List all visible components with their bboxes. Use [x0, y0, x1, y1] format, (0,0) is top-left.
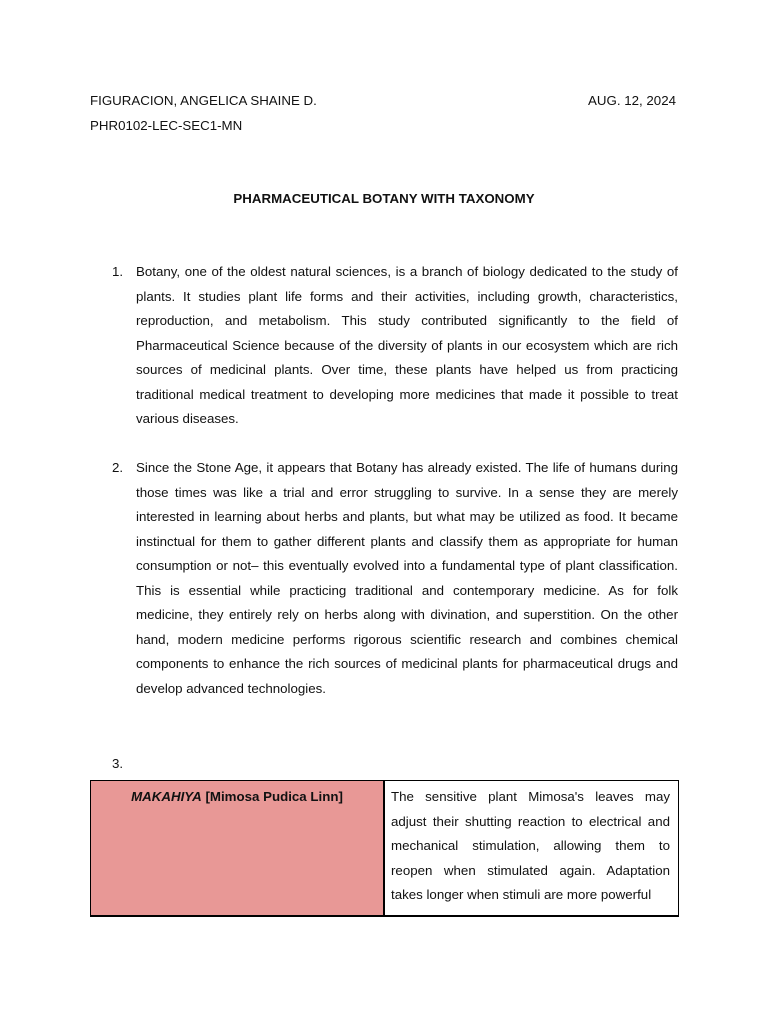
list-item [112, 456, 678, 701]
list-item-text: Botany, one of the oldest natural sciences, is a branch of biology dedicated to the study of plants. It studies plant life forms and their activities, including growth, characteristics, reproduction, and metabolism. This study contributed significantly to the field of Pharmaceutical Science because of the diversity of plants in our ecosystem which are rich sources of medicinal plants. Over time, these plants have helped us from practicing traditional medical treatment to developing more medicines that made it possible to treat various diseases. [136, 264, 678, 426]
list-item-number: 2. [112, 460, 124, 475]
document-title: PHARMACEUTICAL BOTANY WITH TAXONOMY [233, 191, 535, 206]
plant-scientific-name: [Mimosa Pudica Linn] [205, 789, 343, 804]
plant-name-label [91, 788, 383, 806]
list-item-text: Since the Stone Age, it appears that Botany has already existed. The life of humans during those times was like a trial and error struggling to survive. In a sense they are merely interested in learning about herbs and plants, but what may be utilized as food. It became instinctual for them to gather different plants and classify them as appropriate for human consumption or not– this eventually evolved into a fundamental type of plant classification. This is essential while practicing traditional and contemporary medicine. As for folk medicine, they entirely rely on herbs along with divination, and superstition. On the other hand, modern medicine performs rigorous scientific research and combines chemical components to enhance the rich sources of medicinal plants for pharmaceutical drugs and develop advanced technologies. [136, 460, 678, 696]
list-item [112, 260, 678, 432]
document-date: AUG. 12, 2024 [588, 93, 676, 108]
course-code: PHR0102-LEC-SEC1-MN [90, 118, 243, 133]
list-item-number: 1. [112, 264, 124, 279]
plant-table [90, 780, 679, 917]
plant-common-name: MAKAHIYA [131, 789, 202, 804]
student-name: FIGURACION, ANGELICA SHAINE D. [90, 93, 317, 108]
header-row-2 [90, 118, 676, 134]
header-row-1 [90, 93, 676, 109]
plant-description-cell: The sensitive plant Mimosa's leaves may adjust their shutting reaction to electrical and mechanical stimulation, allowing them to reopen when stimulated again. Adaptation takes longer when stimuli are more powerful [391, 789, 670, 902]
plant-name-cell [91, 781, 385, 915]
list-item-number: 3. [112, 756, 124, 771]
